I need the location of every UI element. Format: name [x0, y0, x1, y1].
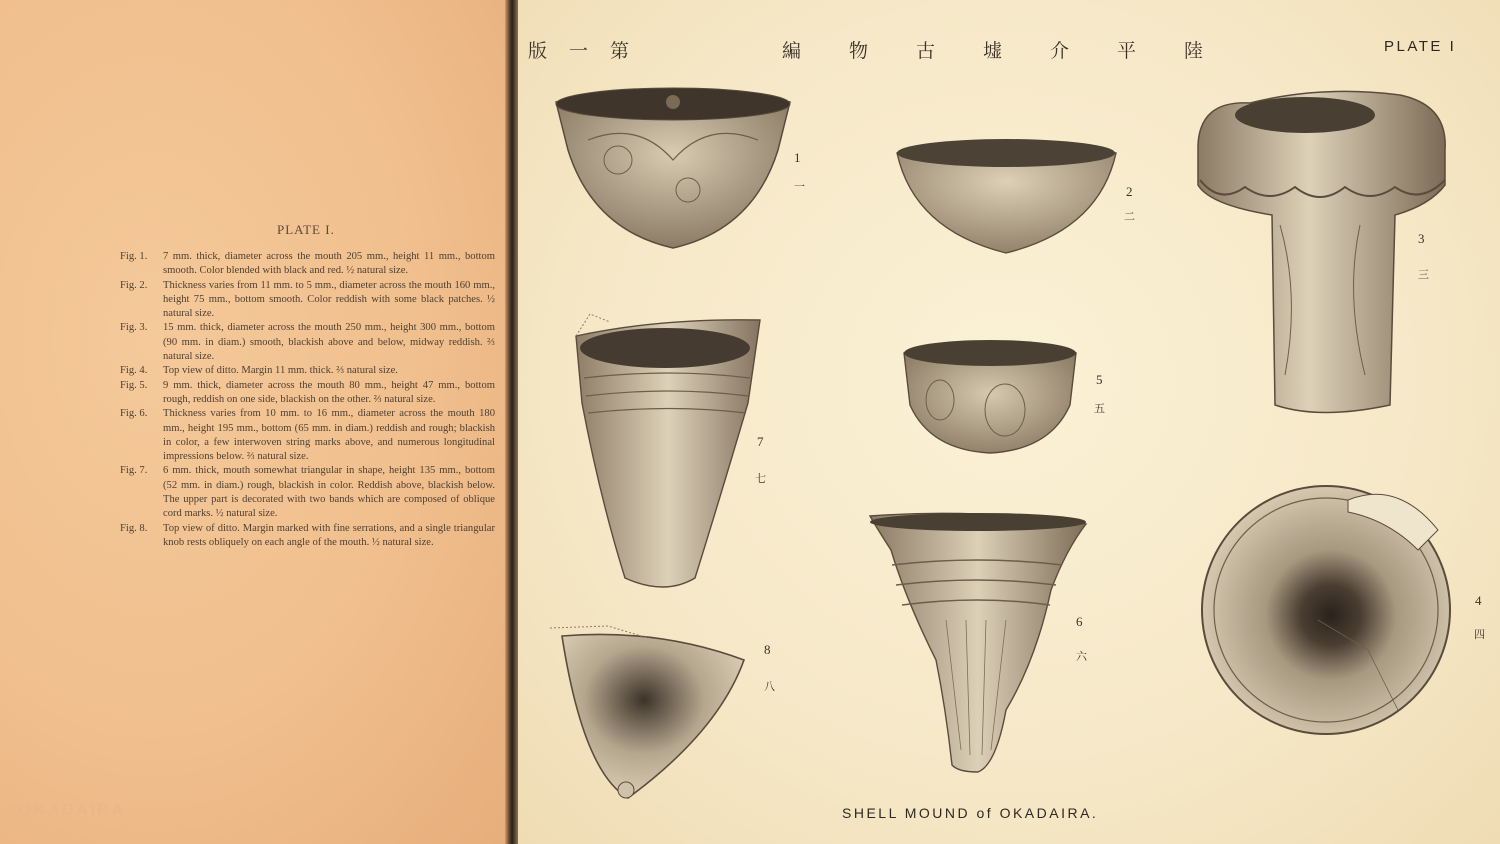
figure-label: Fig. 6.: [120, 408, 148, 420]
figure-kanji-3: 三: [1418, 268, 1429, 281]
figure-number-2: 2: [1126, 184, 1133, 199]
figure-label: Fig. 1.: [120, 251, 148, 262]
vessel-figure-3: [1190, 75, 1455, 420]
figure-label: Fig. 7.: [120, 465, 148, 477]
figure-description: [120, 522, 495, 551]
plate-heading: PLATE I.: [277, 222, 335, 237]
figure-description: [120, 279, 495, 322]
figure-kanji-5: 五: [1094, 402, 1105, 415]
figure-description: [120, 407, 495, 464]
figure-description: [120, 464, 495, 521]
plate-number: PLATE I: [1384, 38, 1457, 55]
figure-text: 15 mm. thick, diameter across the mouth 250 mm., height 300 mm., bottom (90 mm. in diam.) smooth, blackish above and below, midway reddish. ⅔ natural size.: [163, 322, 495, 363]
figure-kanji-6: 六: [1076, 650, 1087, 663]
figure-description: [120, 250, 495, 279]
figure-label: Fig. 8.: [120, 522, 148, 534]
figure-label: Fig. 5.: [120, 379, 148, 391]
figure-text: Thickness varies from 10 mm. to 16 mm., diameter across the mouth 180 mm., height 195 mm., bottom (65 mm. in diam.) reddish and rough; blackish in color, a few interwoven string marks above, and numerous longitudinal impressions below. ⅔ natural size.: [163, 408, 495, 463]
figure-label: Fig. 2.: [120, 279, 148, 291]
vessel-figure-6: [866, 510, 1091, 775]
figure-text: Top view of ditto. Margin marked with fine serrations, and a single triangular knob rests obliquely on each angle of the mouth. ½ natural size.: [163, 522, 495, 548]
figure-text: 6 mm. thick, mouth somewhat triangular in shape, height 135 mm., bottom (52 mm. in diam.) rough, blackish in color. Reddish above, blackish below. The upper part is decorated with two bands which are composed of oblique cord marks. ½ natural size.: [163, 465, 495, 520]
figure-text: Top view of ditto. Margin 11 mm. thick. ⅔ natural size.: [163, 365, 398, 377]
figure-kanji-8: 八: [764, 680, 775, 693]
figure-kanji-4: 四: [1474, 628, 1485, 641]
figure-description: [120, 379, 495, 408]
vessel-figure-7: [570, 308, 770, 598]
figure-description: [120, 321, 495, 364]
figure-number-8: 8: [764, 642, 771, 657]
figure-number-7: 7: [757, 434, 764, 449]
figure-kanji-7: 七: [755, 472, 766, 485]
vessel-figure-2: [894, 135, 1119, 257]
bleed-through-text: OKADAIRA: [18, 800, 126, 819]
vessel-figure-5: [900, 335, 1080, 455]
figure-kanji-1: 一: [794, 180, 805, 193]
figure-description: [120, 364, 495, 378]
figure-label: Fig. 3.: [120, 322, 148, 334]
vessel-figure-1: [548, 80, 798, 255]
figure-number-1: 1: [794, 150, 801, 165]
plate-caption: SHELL MOUND of OKADAIRA.: [842, 805, 1099, 821]
main-title-japanese: 編物古墟介平陸: [782, 40, 1252, 62]
figure-number-3: 3: [1418, 231, 1425, 246]
figure-number-6: 6: [1076, 614, 1083, 629]
figure-text: 7 mm. thick, diameter across the mouth 205 mm., height 11 mm., bottom smooth. Color blended with black and red. ½ natural size.: [163, 251, 495, 277]
figure-label: Fig. 4.: [120, 365, 148, 377]
left-page: [0, 0, 505, 844]
figure-kanji-2: 二: [1124, 210, 1135, 223]
figure-number-4: 4: [1475, 593, 1482, 608]
figure-description-list: [120, 250, 495, 550]
book-gutter: [505, 0, 518, 844]
vessel-figure-8: [548, 622, 748, 804]
figure-text: 9 mm. thick, diameter across the mouth 80 mm., height 47 mm., bottom rough, reddish on one side, blackish on the other. ⅔ natural size.: [163, 379, 495, 405]
figure-number-5: 5: [1096, 372, 1103, 387]
plate-title-japanese: 版一第: [528, 40, 652, 62]
vessel-figure-4: [1198, 470, 1453, 742]
figure-text: Thickness varies from 11 mm. to 5 mm., diameter across the mouth 160 mm., height 75 mm., bottom smooth. Color reddish with some black patches. ½ natural size.: [163, 279, 495, 320]
